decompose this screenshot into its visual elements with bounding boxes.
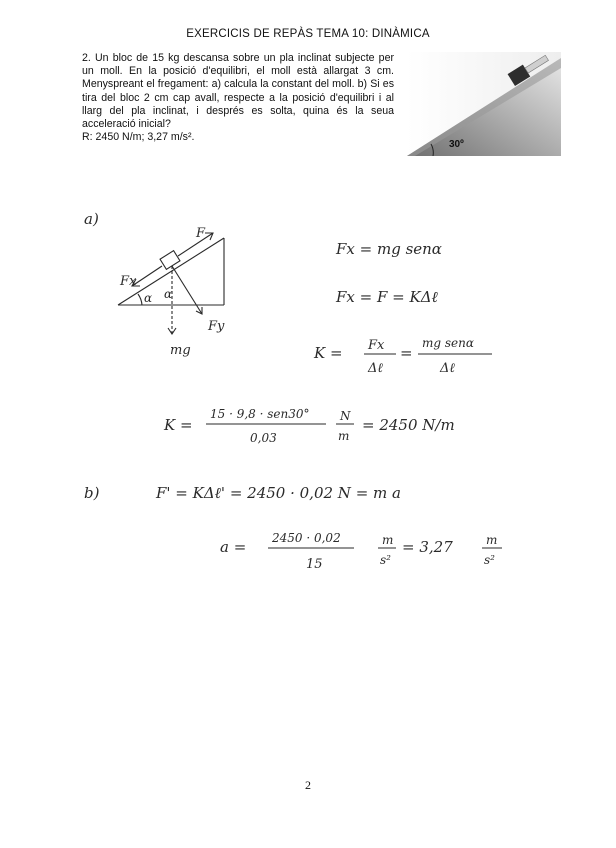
svg-text:15: 15 (306, 557, 323, 572)
svg-text:=: = (400, 344, 413, 362)
arrow-Fx (132, 266, 162, 286)
svg-text:Δℓ: Δℓ (440, 361, 455, 376)
equation-fx-2: Fx = F = KΔℓ (336, 288, 438, 306)
svg-text:N: N (340, 409, 351, 423)
angle-alpha-1: α (144, 291, 153, 305)
svg-text:s²: s² (484, 553, 495, 567)
svg-text:m: m (382, 533, 394, 547)
svg-text:m: m (486, 533, 498, 547)
svg-text:Δℓ: Δℓ (368, 361, 383, 376)
equation-fx-1: Fx = mg senα (336, 240, 442, 258)
svg-text:= 3,27: = 3,27 (402, 538, 453, 556)
equation-b-1: F' = KΔℓ' = 2450 · 0,02 N = m a (156, 484, 401, 502)
angle-alpha-2: α (164, 287, 173, 301)
svg-text:s²: s² (380, 553, 391, 567)
arrow-Fy (172, 266, 202, 314)
equation-k-numeric (163, 407, 455, 445)
incline-angle-label: 30º (449, 139, 464, 150)
svg-text:= 2450 N/m: = 2450 N/m (362, 416, 455, 434)
svg-text:0,03: 0,03 (250, 431, 277, 445)
equation-b-acceleration (220, 531, 502, 572)
svg-text:2450 · 0,02: 2450 · 0,02 (272, 531, 341, 545)
part-a-label: a) (84, 210, 99, 228)
weight-label: mg (170, 343, 191, 358)
equation-k-symbolic (313, 336, 492, 376)
problem-text: 2. Un bloc de 15 kg descansa sobre un pla inclinat subjecte per un moll. En la posició d'equilibri, el moll està allargat 3 cm. Menyspreant el fregament: a) calcula la constant del moll. b) Si es tira del bloc 2 cm cap avall, respecte a la posició d'equilibri i al llarg del pla inclinat, i després es solta, quina és la seua acceleració inicial? (82, 52, 394, 131)
page-number: 2 (305, 778, 311, 792)
problem-answer: R: 2450 N/m; 3,27 m/s². (82, 131, 195, 144)
svg-text:15 · 9,8 · sen30°: 15 · 9,8 · sen30° (210, 407, 310, 421)
block (160, 251, 180, 270)
svg-text:K =: K = (164, 416, 193, 434)
svg-text:mg senα: mg senα (422, 336, 474, 350)
force-Fx-label: Fx (120, 274, 137, 289)
force-F-label: F (196, 226, 206, 241)
force-Fy-label: Fy (208, 319, 225, 334)
part-b-label: b) (84, 484, 100, 502)
svg-text:a =: a = (220, 538, 247, 556)
svg-text:m: m (338, 429, 350, 443)
svg-text:Fx: Fx (368, 338, 385, 353)
page-title: EXERCICIS DE REPÀS TEMA 10: DINÀMICA (186, 28, 430, 40)
svg-text:K =: K = (314, 344, 343, 362)
